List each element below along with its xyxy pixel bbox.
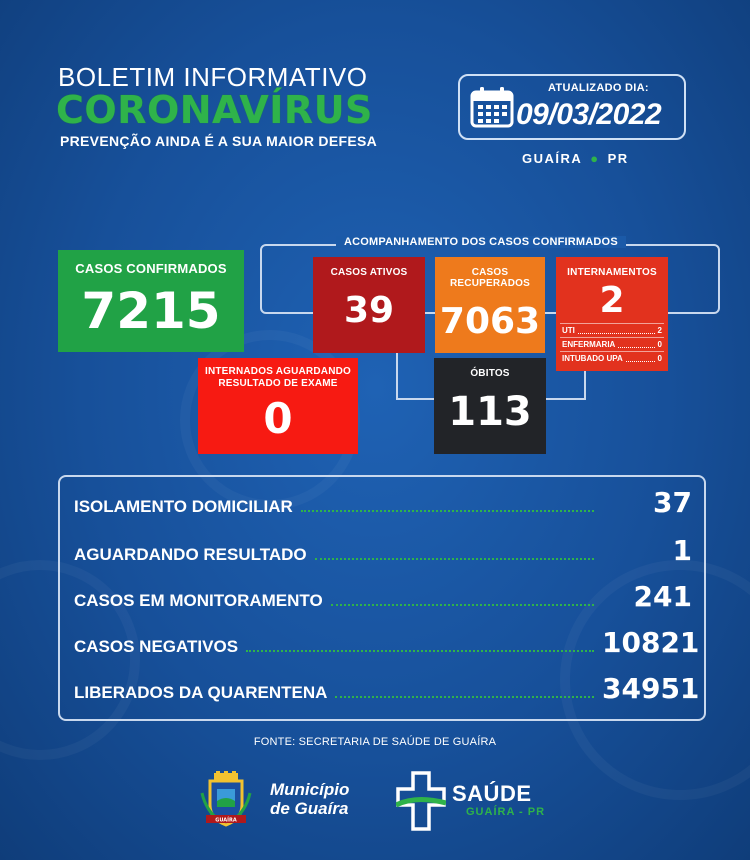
breakdown-row-ward	[560, 337, 664, 351]
leader-dots	[331, 604, 594, 606]
hospitalization-breakdown	[560, 323, 664, 365]
active-cases-label: CASOS ATIVOS	[330, 267, 408, 278]
source-note: FONTE: SECRETARIA DE SAÚDE DE GUAÍRA	[253, 736, 497, 748]
stat-row-awaiting-result	[74, 534, 692, 567]
stat-row-released	[74, 672, 700, 705]
active-cases-card	[313, 257, 425, 353]
stat-value: 10821	[602, 626, 700, 659]
leader-dots	[315, 558, 594, 560]
health-cross-icon	[396, 771, 446, 831]
stat-label: ISOLAMENTO DOMICILIAR	[74, 497, 293, 516]
stat-row-home-isolation	[74, 486, 692, 519]
location-line	[522, 151, 629, 166]
leader-dots	[301, 510, 594, 512]
stat-value: 37	[653, 486, 692, 519]
awaiting-exam-label: INTERNADOS AGUARDANDO RESULTADO DE EXAME	[204, 366, 352, 389]
recovered-cases-card	[435, 257, 545, 353]
leader-dots	[618, 342, 654, 348]
breakdown-label: INTUBADO UPA	[562, 354, 623, 363]
update-date: 09/03/2022	[516, 98, 662, 131]
breakdown-row-intubated	[560, 351, 664, 365]
updated-label: ATUALIZADO DIA:	[548, 82, 649, 94]
municipality-name	[270, 780, 349, 818]
breakdown-value: 0	[657, 340, 662, 349]
calendar-icon	[470, 86, 514, 128]
breakdown-label: UTI	[562, 326, 575, 335]
hospitalizations-value: 2	[599, 280, 625, 321]
municipality-line-1: Município	[270, 780, 350, 799]
health-subtitle: GUAÍRA - PR	[466, 806, 546, 818]
breakdown-row-uti	[560, 323, 664, 337]
breakdown-value: 2	[657, 326, 662, 335]
leader-dots	[578, 328, 655, 334]
municipality-line-2: de Guaíra	[270, 799, 349, 818]
leader-dots	[246, 650, 594, 652]
stat-value: 241	[633, 580, 692, 613]
state-code: PR	[607, 151, 629, 166]
bulletin-title: BOLETIM INFORMATIVO	[58, 62, 368, 92]
prevention-subtitle: PREVENÇÃO AINDA É A SUA MAIOR DEFESA	[60, 133, 378, 149]
deaths-card	[434, 358, 546, 454]
recovered-cases-label: CASOS RECUPERADOS	[450, 267, 530, 289]
confirmed-cases-value: 7215	[81, 282, 221, 340]
stat-value: 34951	[602, 672, 700, 705]
hospitalizations-label: INTERNAMENTOS	[567, 267, 657, 278]
stat-label: CASOS NEGATIVOS	[74, 637, 239, 656]
active-cases-value: 39	[343, 290, 395, 331]
breakdown-value: 0	[657, 354, 662, 363]
separator-dot: ●	[590, 151, 600, 166]
stats-panel	[58, 475, 706, 721]
leader-dots	[335, 696, 594, 698]
hospitalizations-card	[556, 257, 668, 371]
coronavirus-headline: CORONAVÍRUS	[56, 88, 373, 132]
deaths-label: ÓBITOS	[470, 368, 510, 379]
crest-text: GUAÍRA	[215, 817, 237, 824]
recovered-cases-value: 7063	[439, 301, 541, 342]
leader-dots	[626, 356, 655, 362]
awaiting-exam-card	[198, 358, 358, 454]
stat-row-negative	[74, 626, 700, 659]
confirmed-cases-label: CASOS CONFIRMADOS	[75, 261, 227, 276]
awaiting-exam-value: 0	[263, 394, 293, 443]
stat-label: LIBERADOS DA QUARENTENA	[74, 683, 328, 702]
stat-value: 1	[672, 534, 692, 567]
stat-label: AGUARDANDO RESULTADO	[74, 545, 307, 564]
deaths-value: 113	[448, 389, 532, 435]
stat-label: CASOS EM MONITORAMENTO	[74, 591, 323, 610]
confirmed-cases-card	[58, 250, 244, 352]
stat-row-monitoring	[74, 580, 692, 613]
breakdown-label: ENFERMARIA	[562, 340, 616, 349]
city-name: GUAÍRA	[522, 151, 583, 166]
municipal-crest-icon	[200, 771, 252, 827]
tracking-title: ACOMPANHAMENTO DOS CASOS CONFIRMADOS	[336, 236, 626, 248]
health-title: SAÚDE	[452, 781, 532, 806]
